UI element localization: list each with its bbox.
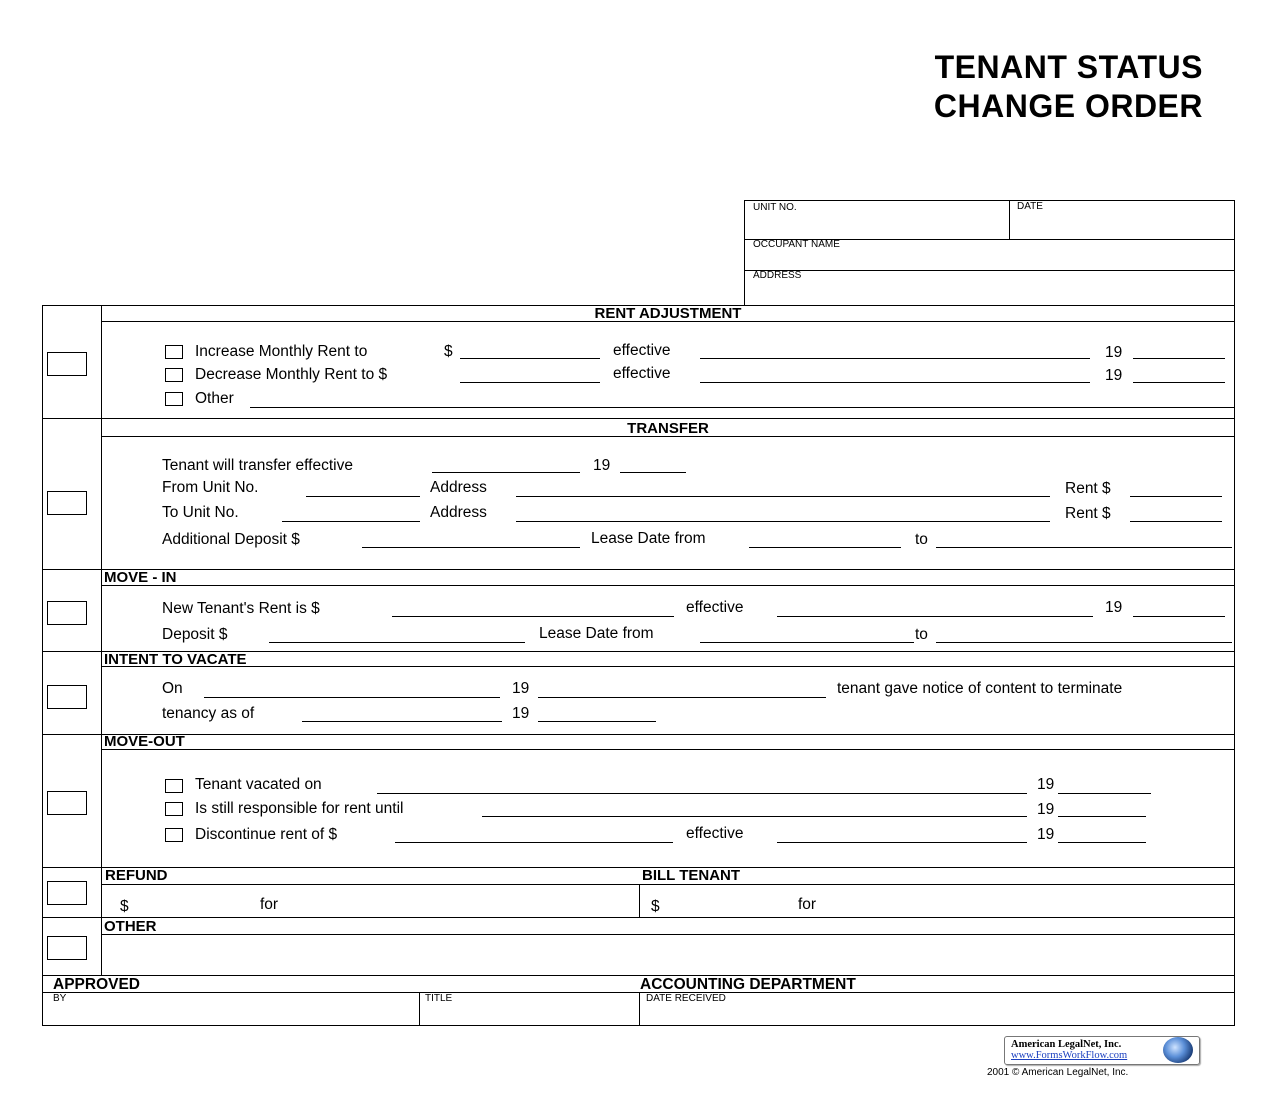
- section-divider-rent: [42, 418, 1235, 419]
- copyright-text: 2001 © American LegalNet, Inc.: [987, 1067, 1129, 1078]
- info-box-left: [744, 200, 745, 306]
- vacate-on-year-field[interactable]: [538, 697, 826, 698]
- tenant-vacated-field[interactable]: [377, 793, 1027, 794]
- from-unit-label: From Unit No.: [162, 479, 259, 496]
- globe-icon: [1163, 1037, 1193, 1063]
- to-unit-field[interactable]: [282, 521, 420, 522]
- rent-adjustment-checkbox[interactable]: [47, 352, 87, 376]
- transfer-year-label: 19: [593, 457, 611, 474]
- decrease-effective-field[interactable]: [700, 382, 1090, 383]
- discontinue-effective-label: effective: [686, 825, 744, 842]
- increase-dollar-label: $: [444, 343, 453, 360]
- increase-effective-label: effective: [613, 342, 671, 359]
- refund-bill-divider: [639, 884, 640, 917]
- discontinue-rent-checkbox[interactable]: [165, 828, 183, 842]
- from-address-field[interactable]: [516, 496, 1050, 497]
- other-rent-label: Other: [195, 390, 234, 407]
- vacate-notice-label: tenant gave notice of content to terminate: [837, 680, 1123, 697]
- vacated-year-field[interactable]: [1058, 793, 1151, 794]
- info-box-top: [744, 200, 1235, 201]
- discontinue-year-field[interactable]: [1058, 842, 1146, 843]
- vacated-year-label: 19: [1037, 776, 1055, 793]
- tenancy-year-field[interactable]: [538, 721, 656, 722]
- refund-dollar-label: $: [120, 898, 129, 915]
- transfer-checkbox[interactable]: [47, 491, 87, 515]
- decrease-year-field[interactable]: [1133, 382, 1225, 383]
- from-unit-field[interactable]: [306, 496, 420, 497]
- logo-company-name: American LegalNet, Inc.: [1011, 1039, 1122, 1050]
- to-unit-label: To Unit No.: [162, 504, 239, 521]
- move-in-effective-label: effective: [686, 599, 744, 616]
- by-field[interactable]: BY: [53, 993, 67, 1004]
- move-in-lease-from-field[interactable]: [700, 642, 914, 643]
- additional-deposit-field[interactable]: [362, 547, 580, 548]
- move-out-heading: MOVE-OUT: [104, 733, 185, 750]
- transfer-lease-from-label: Lease Date from: [591, 530, 706, 547]
- form-title-line1: TENANT STATUS: [934, 49, 1203, 85]
- transfer-heading-line: [101, 436, 1235, 437]
- transfer-year-field[interactable]: [620, 472, 686, 473]
- new-tenant-rent-field[interactable]: [392, 616, 674, 617]
- responsible-year-field[interactable]: [1058, 816, 1146, 817]
- move-in-heading: MOVE - IN: [104, 569, 177, 586]
- discontinue-rent-label: Discontinue rent of $: [195, 826, 338, 843]
- refund-checkbox[interactable]: [47, 881, 87, 905]
- form-title-line2: CHANGE ORDER: [933, 88, 1203, 124]
- responsible-year-label: 19: [1037, 801, 1055, 818]
- move-in-lease-from-label: Lease Date from: [539, 625, 654, 642]
- to-rent-label: Rent $: [1065, 505, 1111, 522]
- tenant-vacated-checkbox[interactable]: [165, 779, 183, 793]
- decrease-rent-label: Decrease Monthly Rent to $: [195, 366, 388, 383]
- to-address-field[interactable]: [516, 521, 1050, 522]
- from-rent-label: Rent $: [1065, 480, 1111, 497]
- increase-rent-label: Increase Monthly Rent to: [195, 343, 368, 360]
- vacate-heading-line: [101, 666, 1235, 667]
- logo-url-link[interactable]: www.FormsWorkFlow.com: [1011, 1050, 1128, 1061]
- move-in-effective-field[interactable]: [777, 616, 1093, 617]
- decrease-rent-checkbox[interactable]: [165, 368, 183, 382]
- increase-year-label: 19: [1105, 344, 1123, 361]
- address-field[interactable]: ADDRESS: [753, 270, 802, 281]
- intent-to-vacate-checkbox[interactable]: [47, 685, 87, 709]
- refund-heading: REFUND: [105, 867, 168, 884]
- unit-no-field[interactable]: UNIT NO.: [753, 202, 797, 213]
- transfer-effective-label: Tenant will transfer effective: [162, 457, 353, 474]
- bill-tenant-heading: BILL TENANT: [642, 867, 741, 884]
- increase-amount-field[interactable]: [460, 358, 600, 359]
- other-heading-line: [101, 934, 1235, 935]
- transfer-effective-field[interactable]: [432, 472, 580, 473]
- transfer-heading: TRANSFER: [627, 420, 709, 437]
- info-box-right: [1234, 200, 1235, 306]
- tenancy-year-label: 19: [512, 705, 530, 722]
- date-field[interactable]: DATE: [1017, 201, 1043, 212]
- still-responsible-checkbox[interactable]: [165, 802, 183, 816]
- increase-rent-checkbox[interactable]: [165, 345, 183, 359]
- move-out-heading-line: [101, 749, 1235, 750]
- move-out-checkbox[interactable]: [47, 791, 87, 815]
- bill-for-label: for: [798, 896, 817, 913]
- rent-adjustment-heading: RENT ADJUSTMENT: [594, 305, 742, 322]
- new-tenant-rent-label: New Tenant's Rent is $: [162, 600, 320, 617]
- by-title-divider: [419, 992, 420, 1025]
- move-in-deposit-field[interactable]: [269, 642, 525, 643]
- info-box-divider: [1009, 200, 1010, 239]
- vacate-on-field[interactable]: [204, 697, 500, 698]
- discontinue-amount-field[interactable]: [395, 842, 673, 843]
- move-in-deposit-label: Deposit $: [162, 626, 228, 643]
- additional-deposit-label: Additional Deposit $: [162, 531, 300, 548]
- frame-bottom: [42, 1025, 1235, 1026]
- move-in-lease-to-field[interactable]: [936, 642, 1232, 643]
- info-box-line2: [744, 270, 1235, 271]
- discontinue-year-label: 19: [1037, 826, 1055, 843]
- intent-to-vacate-heading: INTENT TO VACATE: [104, 651, 247, 668]
- approved-heading: APPROVED: [53, 976, 140, 993]
- other-rent-checkbox[interactable]: [165, 392, 183, 406]
- rent-heading-line: [101, 321, 1235, 322]
- section-divider-transfer: [42, 569, 1235, 570]
- section-divider-other: [42, 975, 1235, 976]
- increase-effective-field[interactable]: [700, 358, 1090, 359]
- date-received-field[interactable]: DATE RECEIVED: [646, 993, 726, 1004]
- move-in-heading-line: [101, 585, 1235, 586]
- discontinue-effective-field[interactable]: [777, 842, 1027, 843]
- still-responsible-field[interactable]: [482, 816, 1027, 817]
- move-in-checkbox[interactable]: [47, 601, 87, 625]
- transfer-lease-from-field[interactable]: [749, 547, 901, 548]
- accounting-heading: ACCOUNTING DEPARTMENT: [640, 976, 856, 993]
- move-in-year-field[interactable]: [1133, 616, 1225, 617]
- to-address-label: Address: [430, 504, 487, 521]
- move-in-year-label: 19: [1105, 599, 1123, 616]
- other-checkbox[interactable]: [47, 936, 87, 960]
- decrease-year-label: 19: [1105, 367, 1123, 384]
- increase-year-field[interactable]: [1133, 358, 1225, 359]
- from-rent-field[interactable]: [1130, 496, 1222, 497]
- section-divider-refund: [42, 917, 1235, 918]
- tenancy-as-of-label: tenancy as of: [162, 705, 255, 722]
- occupant-name-field[interactable]: OCCUPANT NAME: [753, 239, 840, 250]
- decrease-amount-field[interactable]: [460, 382, 600, 383]
- title-field[interactable]: TITLE: [425, 993, 453, 1004]
- american-legalnet-logo[interactable]: [1004, 1036, 1200, 1065]
- vacate-on-label: On: [162, 680, 183, 697]
- refund-heading-line: [101, 884, 1235, 885]
- section-divider-vacate: [42, 734, 1235, 735]
- other-rent-field[interactable]: [250, 407, 1234, 408]
- still-responsible-label: Is still responsible for rent until: [195, 800, 404, 817]
- move-in-lease-to-label: to: [915, 626, 928, 643]
- title-date-divider: [639, 992, 640, 1025]
- tenant-vacated-label: Tenant vacated on: [195, 776, 322, 793]
- refund-for-label: for: [260, 896, 279, 913]
- to-rent-field[interactable]: [1130, 521, 1222, 522]
- from-address-label: Address: [430, 479, 487, 496]
- vacate-on-year-label: 19: [512, 680, 530, 697]
- tenancy-as-of-field[interactable]: [302, 721, 502, 722]
- decrease-effective-label: effective: [613, 365, 671, 382]
- transfer-lease-to-field[interactable]: [936, 547, 1232, 548]
- bill-dollar-label: $: [651, 898, 660, 915]
- other-heading: OTHER: [104, 918, 157, 935]
- section-divider-moveout: [42, 867, 1235, 868]
- checkbox-column-divider: [101, 305, 102, 975]
- transfer-lease-to-label: to: [915, 531, 928, 548]
